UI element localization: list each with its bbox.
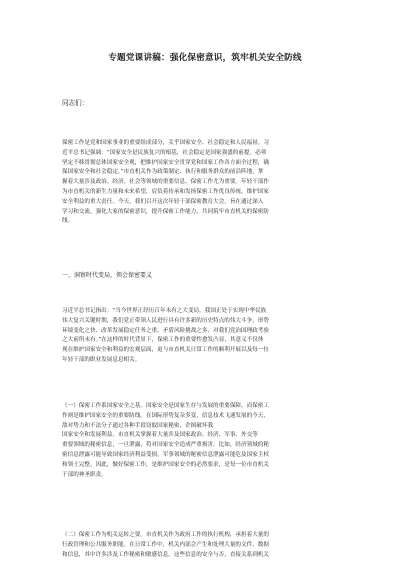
text-line: 重要领域的秘密信息，一旦泄露，将对国家安全造成严重损害。比如，经济领域的秘 — [62, 442, 269, 449]
text-line: 行政管理和公共服务职能。在日常工作中，机关内部会产生和处理大量的文件、数据 — [62, 541, 269, 548]
text-line: 保密工作是党和国家事业的重要组成部分，关乎国家安全、社会稳定和人民福祉。习 — [62, 140, 269, 146]
text-line: 学习和交流，强化大家的保密意识，提升保密工作能力，共同筑牢市直机关的保密防 — [62, 208, 269, 215]
text-line: 握着大量涉及政治、经济、社会等领域的重要信息，保密工作尤为重要。年轻干部作 — [62, 179, 269, 186]
text-line: 为市直机关的新生力量和未来希望，肩负着传承和发扬保密工作优良传统、维护国家 — [62, 188, 269, 195]
text-line: 干部的神圣职责。 — [62, 471, 107, 478]
paragraph-intro — [62, 139, 348, 227]
text-line: 近平总书记强调：“国家安全是民族复兴的根基，社会稳定是国家强盛的前提。必须 — [62, 149, 267, 156]
document-title: 专题党课讲稿：强化保密意识，筑牢机关安全防线 — [108, 53, 302, 63]
text-line: 敌对势力和不法分子通过各种手段窃取国家秘密，企图破坏我 — [62, 422, 214, 429]
text-line: 作则是维护国家安全的重要防线。在国际形势复杂多变，信息技术飞速发展的今天， — [62, 412, 269, 419]
text-line: 密信息泄露可能导致国家经济利益受损，军事领域的秘密信息泄露可能危及国家主权 — [62, 451, 269, 458]
text-line: 坚定不移贯彻总体国家安全观，把维护国家安全贯穿党和国家工作各方面全过程，确 — [62, 159, 269, 166]
text-line: 保国家安全和社会稳定。”市直机关作为政策制定、执行和服务群众的前沿阵地，掌 — [62, 169, 264, 176]
section-heading: 一、洞察时代变局，领会保密要义 — [62, 272, 153, 279]
text-line: 现在维护国家安全和利益的宏观层面，更与市直机关日常工作的顺利开展以及每一位 — [62, 347, 269, 354]
text-line: 和信息，其中许多涉及工作秘密和敏感信息。这些信息的安全与否，直接关系到机关 — [62, 551, 269, 558]
text-line: 伟大复兴关键时期，我们党正带领人民进行具有许多新的历史特点的伟大斗争，形势 — [62, 317, 269, 324]
text-line: 环境变化之快、改革发展稳定任务之重、矛盾风险挑战之多、对我们党治国理政考验 — [62, 327, 269, 334]
paragraph-agency-operation — [62, 531, 348, 560]
text-line: 安全利益的重大责任。今天，我们召开这次年轻干部保密教育大会，旨在通过深入 — [62, 198, 264, 205]
text-line: 线。 — [62, 218, 74, 225]
text-line: （二）保密工作为机关运转之要。市直机关作为政府工作的执行机构，承担着大量的 — [62, 532, 269, 538]
text-line: 习近平总书记指出：“当今世界正经历百年未有之大变局，我国正处于实现中华民族 — [62, 308, 267, 314]
paragraph-national-security — [62, 402, 348, 480]
text-line: 之大前所未有。”在这样的时代背景下，保密工作的重要性愈发凸显，其意义不仅体 — [62, 337, 264, 344]
text-line: 国家安全和发展利益。市直机关掌握着大量涉及国家政治、经济、军事、外交等 — [62, 432, 258, 439]
text-line: 和领土完整。因此，做好保密工作，是维护国家安全的必然要求，是每一位市直机关 — [62, 461, 269, 468]
salutation: 同志们： — [62, 99, 89, 107]
text-line: （一）保密工作系国家安全之基。国家安全是国家生存与发展的重要保障，而保密工 — [62, 403, 269, 409]
paragraph-context — [62, 307, 348, 366]
text-line: 年轻干部的职业发展息息相关。 — [62, 356, 141, 363]
